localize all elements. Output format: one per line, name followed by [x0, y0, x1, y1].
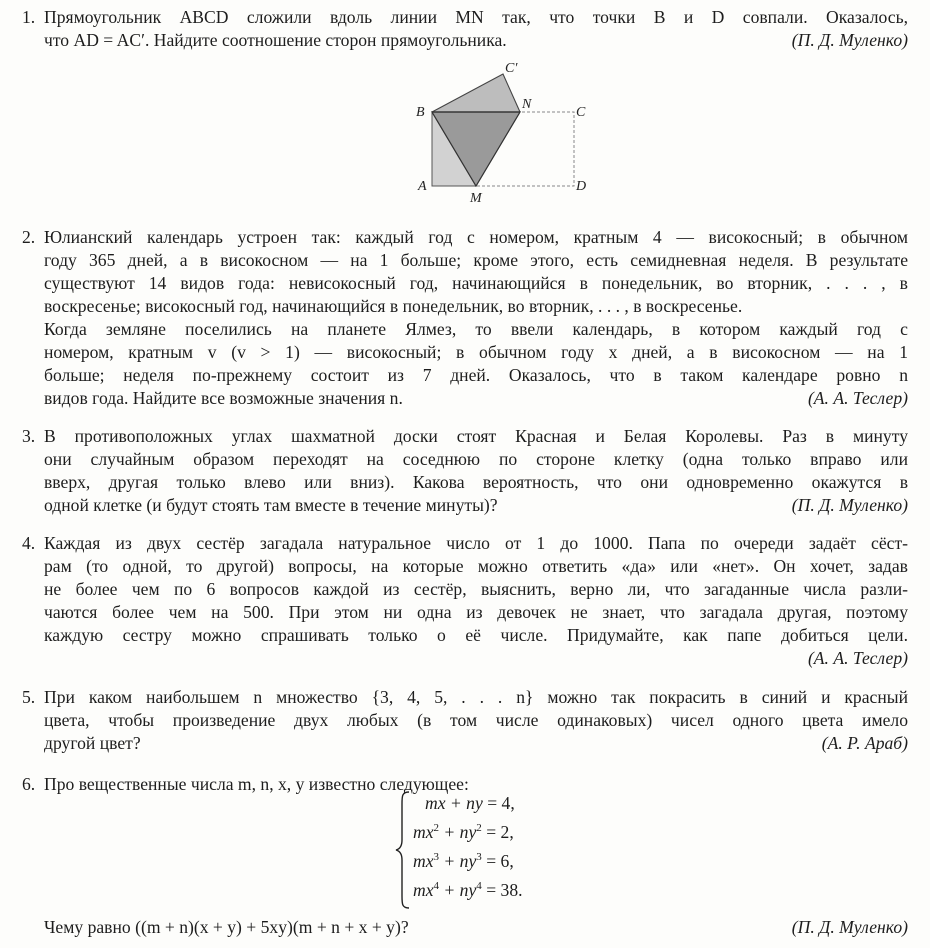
problem-text-line: воскресенье; високосный год, начинающийся в понедельник, во вторник, . . . , в воскресенье. — [44, 296, 743, 316]
problem-number: 5. — [22, 687, 36, 707]
problem-author: (А. А. Теслер) — [807, 648, 908, 668]
problem-1 — [22, 6, 908, 52]
problem-text-line: В противоположных углах шахматной доски стоят Красная и Белая Королевы. Раз в минуту — [44, 426, 908, 446]
equation-line: $mx^2 + ny^2 = 2$, — [413, 822, 514, 842]
problem-author-line — [44, 647, 908, 670]
problem-3 — [22, 425, 908, 517]
problem-text-line: Прямоугольник ABCD сложили вдоль линии MN так, что точки B и D совпали. Оказалось, — [44, 7, 908, 27]
equation-line: $mx^3 + ny^3 = 6$, — [413, 851, 514, 871]
problem-text-line: Когда земляне поселились на планете Ялмез, то ввели календарь, в котором каждый год с — [44, 319, 908, 339]
label-m: M — [470, 191, 482, 206]
problem-author: (А. А. Теслер) — [807, 388, 908, 408]
label-c: C — [576, 105, 586, 120]
problem-6-question — [22, 916, 908, 939]
left-brace-icon — [395, 790, 415, 910]
problem-text-line: существуют 14 видов года: невисокосный год, начинающийся в понедельник, во вторник, . . . , в — [44, 273, 908, 293]
problem-author: (П. Д. Муленко) — [791, 917, 908, 937]
problem-text-line: году 365 дней, а в високосном — на 1 больше; кроме этого, есть семидневная неделя. В результате — [44, 250, 908, 270]
label-d: D — [576, 179, 587, 194]
label-b: B — [416, 105, 425, 120]
problem-text-line: рам (то одной, то другой) вопросы, на которые можно ответить «да» или «нет». Он хочет, задав — [44, 556, 908, 576]
problem-text-line: видов года. Найдите все возможные значения n. (А. А. Теслер) — [44, 388, 908, 408]
problem-number: 4. — [22, 533, 36, 553]
problem-text-line: При каком наибольшем n множество {3, 4, 5, . . . n} можно так покрасить в синий и красный — [44, 687, 908, 707]
problem-text-line: номером, кратным v (v > 1) — високосный; в обычном году x дней, а в високосном — на 1 — [44, 342, 908, 362]
problem-author: (П. Д. Муленко) — [791, 30, 908, 50]
problem-author: (А. Р. Араб) — [821, 733, 908, 753]
problem-number: 3. — [22, 426, 36, 446]
problem-4 — [22, 532, 908, 670]
problem-number: 2. — [22, 227, 36, 247]
problem-author: (П. Д. Муленко) — [791, 495, 908, 515]
problem-text-line: каждую сестру можно спрашивать только о её числе. Придумайте, как папе добиться цели. — [44, 625, 908, 645]
problem-text-line: Чему равно ((m + n)(x + y) + 5xy)(m + n + x + y)? (П. Д. Муленко) — [44, 917, 908, 937]
label-c-prime: C′ — [505, 61, 518, 76]
problem-text-line: не более чем по 6 вопросов каждой из сестёр, выяснить, верно ли, что загаданные числа разли- — [44, 579, 908, 599]
problem-number: 6. — [22, 774, 36, 794]
problem-text-line: одной клетке (и будут стоять там вместе в течение минуты)? (П. Д. Муленко) — [44, 495, 908, 515]
label-n: N — [522, 97, 532, 112]
problem-text-line: Юлианский календарь устроен так: каждый год с номером, кратным 4 — високосный; в обычном — [44, 227, 908, 247]
folded-rectangle-figure — [410, 60, 600, 210]
problem-text-line: больше; неделя по-прежнему состоит из 7 дней. Оказалось, что в таком календаре ровно n — [44, 365, 908, 385]
problem-text-line: вверх, другая только влево или вниз). Какова вероятность, что они одновременно окажутся в — [44, 472, 908, 492]
problem-text-line: они случайным образом переходят на соседнюю по стороне клетку (одна только вправо или — [44, 449, 908, 469]
problem-text-line: что AD = AC′. Найдите соотношение сторон прямоугольника. (П. Д. Муленко) — [44, 30, 908, 50]
equation-system — [395, 790, 595, 910]
problem-text-line: цвета, чтобы произведение двух любых (в том числе одинаковых) чисел одного цвета имело — [44, 710, 908, 730]
problem-text-line: Про вещественные числа m, n, x, y известно следующее: — [44, 774, 469, 794]
problem-text-line: Каждая из двух сестёр загадала натуральное число от 1 до 1000. Папа по очереди задаёт сёст- — [44, 533, 908, 553]
label-a: A — [418, 179, 427, 194]
problem-text-line: другой цвет? (А. Р. Араб) — [44, 733, 908, 753]
equation-line: mx + ny = 4, — [425, 793, 515, 813]
equation-line: $mx^4 + ny^4 = 38$. — [413, 880, 523, 900]
problem-5 — [22, 686, 908, 755]
problem-number: 1. — [22, 7, 36, 27]
problem-text-line: чаются более чем на 500. При этом ни одна из девочек не знает, что загадала другая, поэтому — [44, 602, 908, 622]
problem-2 — [22, 226, 908, 410]
